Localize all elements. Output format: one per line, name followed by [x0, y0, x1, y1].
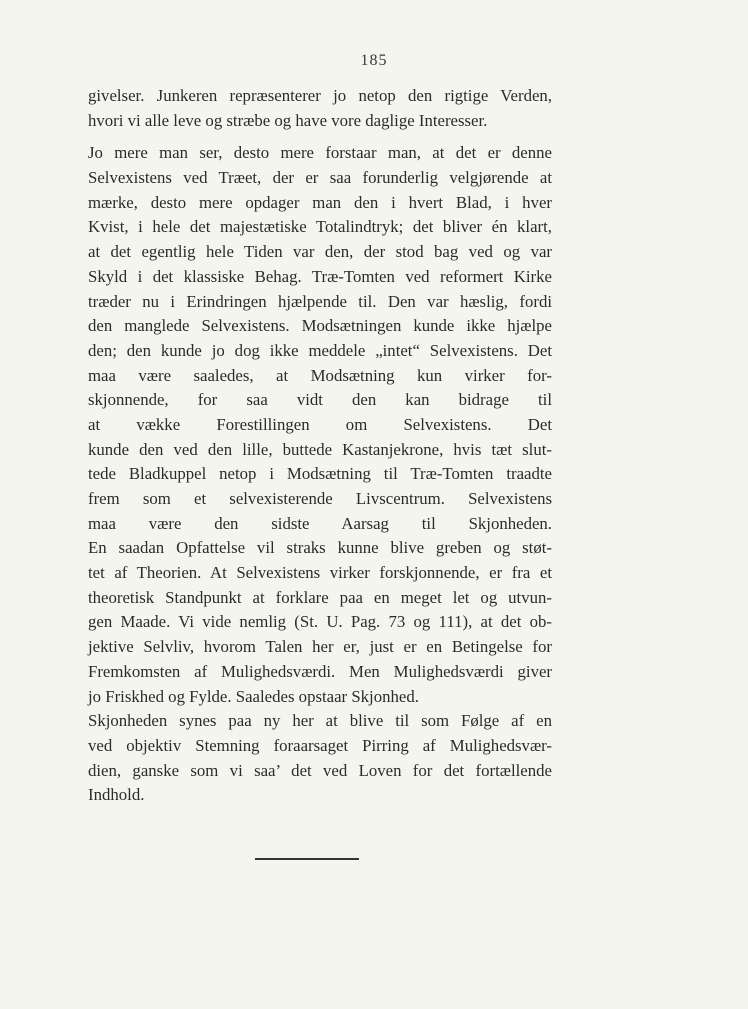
text-line: maa være saaledes, at Modsætning kun virker for- — [88, 365, 552, 385]
text-line: tet af Theorien. At Selvexistens virker forskjonnende, er fra et — [88, 563, 552, 583]
text-line: ved objektiv Stemning foraarsaget Pirring af Mulighedsvær- — [88, 735, 552, 755]
text-line: jektive Selvliv, hvorom Talen her er, just er en Betingelse for — [88, 637, 552, 657]
text-line: den manglede Selvexistens. Modsætningen kunde ikke hjælpe — [88, 316, 552, 336]
text-line: Indhold. — [88, 785, 145, 805]
text-line: Skjonheden synes paa ny her at blive til som Følge af en — [88, 711, 552, 731]
text-line: frem som et selvexisterende Livscentrum. Selvexistens — [88, 489, 552, 508]
text-line: dien, ganske som vi saa’ det ved Loven for det fortællende — [88, 760, 552, 780]
text-line: mærke, desto mere opdager man den i hvert Blad, i hver — [88, 192, 552, 212]
text-line: Kvist, i hele det majestætiske Totalindtryk; det bliver én klart, — [88, 217, 552, 237]
text-line: theoretisk Standpunkt at forklare paa en meget let og utvun- — [88, 587, 552, 607]
text-line: kunde den ved den lille, buttede Kastanjekrone, hvis tæt slut- — [88, 439, 552, 459]
page-number: 185 — [360, 52, 388, 69]
section-rule — [255, 858, 359, 860]
text-line: træder nu i Erindringen hjælpende til. Den var hæslig, fordi — [88, 291, 552, 311]
text-line: Jo mere man ser, desto mere forstaar man, at det er denne — [88, 143, 552, 163]
text-line: jo Friskhed og Fylde. Saaledes opstaar Skjonhed. — [88, 686, 419, 706]
text-line: Selvexistens ved Træet, der er saa forunderlig velgjørende at — [88, 168, 552, 188]
text-line: givelser. Junkeren repræsenterer jo netop den rigtige Verden, — [88, 86, 552, 105]
text-line: En saadan Opfattelse vil straks kunne blive greben og støt- — [88, 538, 552, 558]
text-line: at vække Forestillingen om Selvexistens. Det — [88, 414, 552, 434]
text-line: at det egentlig hele Tiden var den, der stod bag ved og var — [88, 242, 552, 262]
text-line: hvori vi alle leve og stræbe og have vore daglige Interesser. — [88, 110, 488, 130]
text-line: Skyld i det klassiske Behag. Træ-Tomten ved reformert Kirke — [88, 266, 552, 286]
paragraph-gap — [88, 133, 552, 141]
text-line: maa være den sidste Aarsag til Skjonheden. — [88, 513, 552, 533]
text-line: den; den kunde jo dog ikke meddele „intet“ Selvexistens. Det — [88, 340, 552, 360]
body-text — [88, 84, 552, 808]
text-line: gen Maade. Vi vide nemlig (St. U. Pag. 73 og 111), at det ob- — [88, 612, 552, 632]
text-line: Fremkomsten af Mulighedsværdi. Men Mulighedsværdi giver — [88, 661, 552, 681]
text-line: skjonnende, for saa vidt den kan bidrage til — [88, 390, 552, 410]
text-line: tede Bladkuppel netop i Modsætning til Træ-Tomten traadte — [88, 464, 552, 484]
